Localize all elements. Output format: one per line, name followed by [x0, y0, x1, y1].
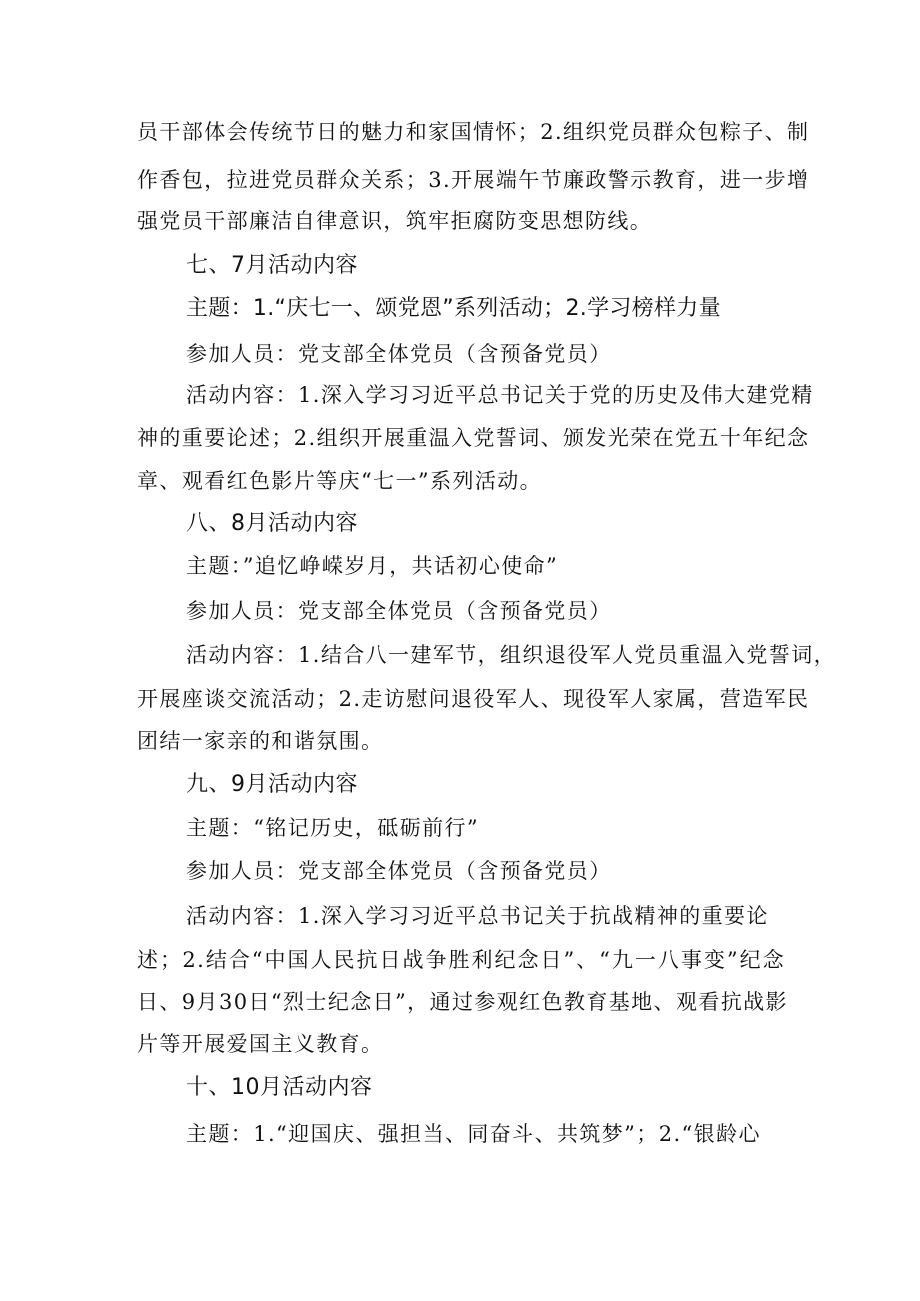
theme-line-october: 主题：1.“迎国庆、强担当、同奋斗、共筑梦”；2.“银龄心 — [186, 1122, 761, 1146]
theme-line-august: 主题：”追忆峥嵘岁月，共话初心使命” — [186, 554, 559, 578]
theme-line-september: 主题：“铭记历史，砥砺前行” — [186, 816, 480, 840]
body-line: 作香包，拉进党员群众关系；3.开展端午节廉政警示教育，进一步增 — [137, 168, 810, 192]
section-heading-july: 七、7月活动内容 — [186, 253, 358, 278]
content-line: 活动内容：1.结合八一建军节，组织退役军人党员重温入党誓词， — [186, 643, 837, 667]
section-heading-october: 十、10月活动内容 — [186, 1075, 373, 1100]
body-line: 强党员干部廉洁自律意识，筑牢拒腐防变思想防线。 — [137, 209, 653, 233]
body-line: 日、9月30日“烈士纪念日”，通过参观红色教育基地、观看抗战影 — [137, 990, 788, 1014]
body-line: 片等开展爱国主义教育。 — [137, 1032, 384, 1056]
content-line: 活动内容：1.深入学习习近平总书记关于抗战精神的重要论 — [186, 904, 769, 928]
body-line: 章、观看红色影片等庆“七一”系列活动。 — [137, 469, 543, 493]
body-line: 述；2.结合“中国人民抗日战争胜利纪念日”、“九一八事变”纪念 — [137, 948, 785, 972]
section-heading-august: 八、8月活动内容 — [186, 511, 358, 536]
participants-line: 参加人员：党支部全体党员（含预备党员） — [186, 599, 612, 623]
body-line: 神的重要论述；2.组织开展重温入党誓词、颁发光荣在党五十年纪念 — [137, 426, 810, 450]
body-line: 员干部体会传统节日的魅力和家国情怀；2.组织党员群众包粽子、制 — [137, 120, 810, 144]
participants-line: 参加人员：党支部全体党员（含预备党员） — [186, 342, 612, 366]
body-line: 团结一家亲的和谐氛围。 — [137, 729, 384, 753]
content-line: 活动内容：1.深入学习习近平总书记关于党的历史及伟大建党精 — [186, 383, 814, 407]
body-line: 开展座谈交流活动；2.走访慰问退役军人、现役军人家属，营造军民 — [137, 687, 810, 711]
participants-line: 参加人员：党支部全体党员（含预备党员） — [186, 859, 612, 883]
section-heading-september: 九、9月活动内容 — [186, 772, 358, 797]
theme-line-july: 主题：1.“庆七一、颂党恩”系列活动；2.学习榜样力量 — [186, 296, 721, 321]
